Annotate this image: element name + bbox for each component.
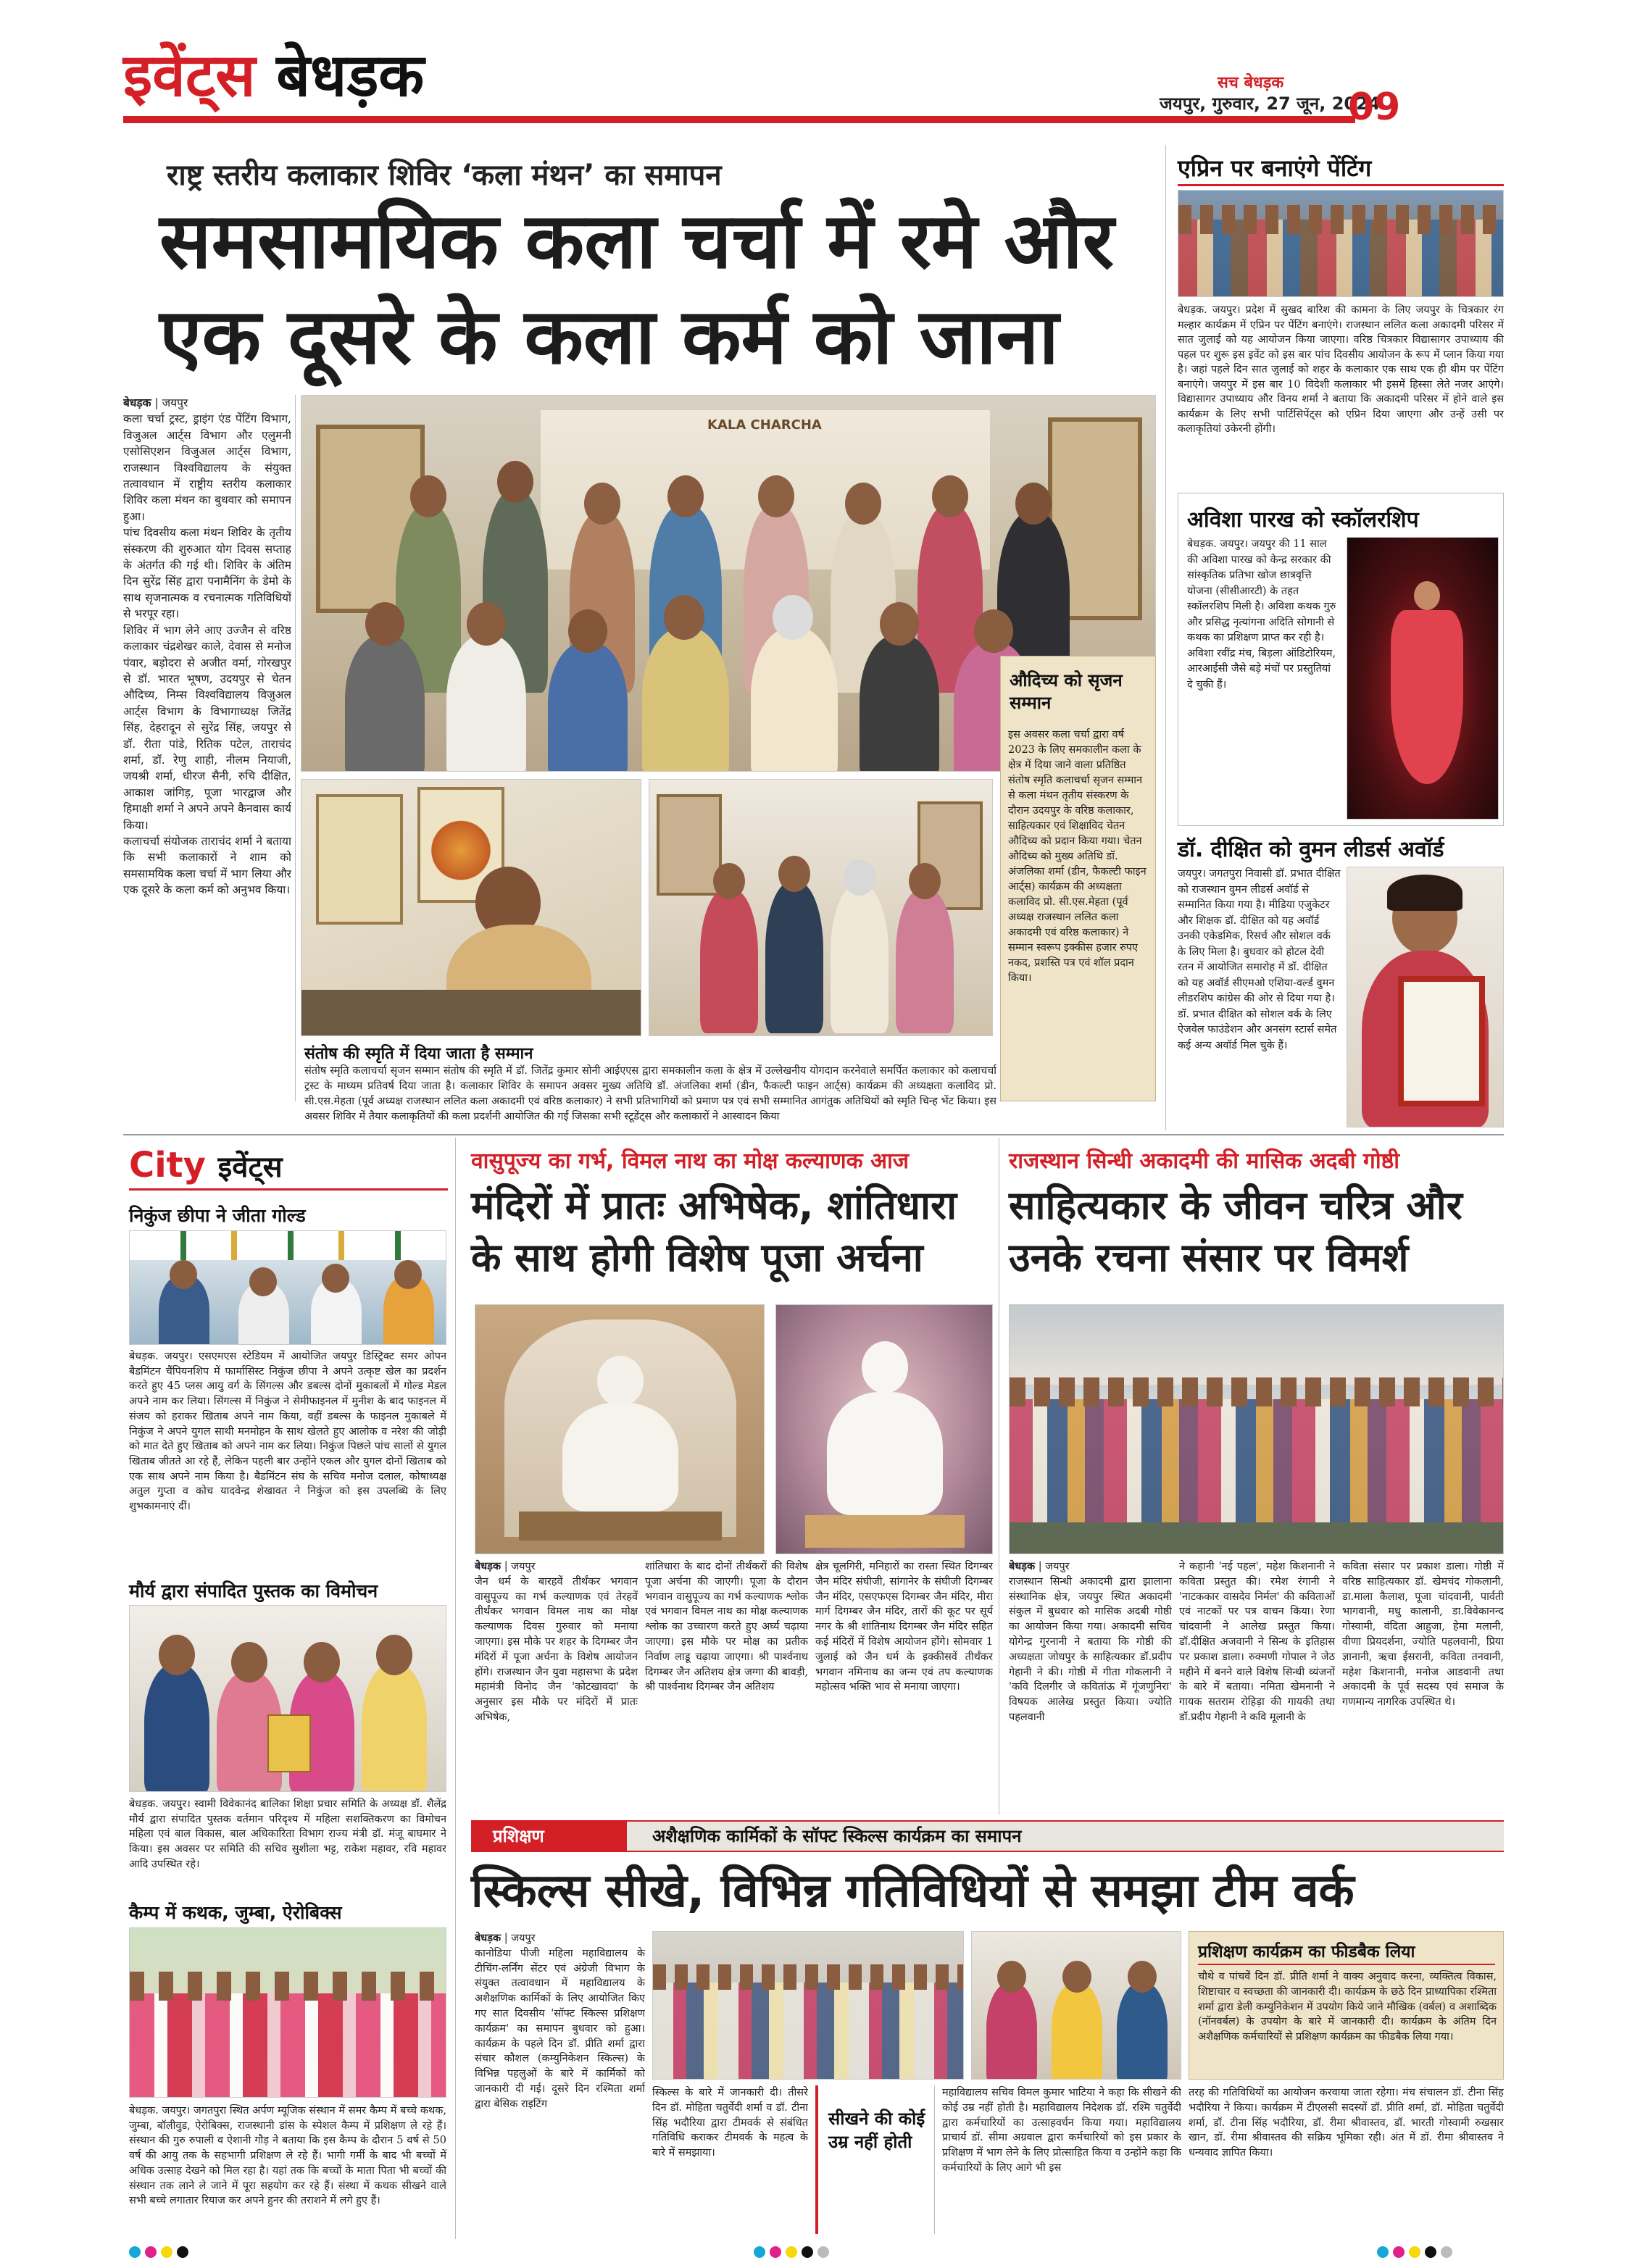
upper-lower-divider xyxy=(123,1134,1504,1135)
masthead-right-small: सच बेधड़क xyxy=(1218,74,1284,92)
lead-col-divider xyxy=(295,395,296,1101)
book-release-photo xyxy=(129,1605,446,1792)
sindhi-col-3: कविता संसार पर प्रकाश डाला। गोष्ठी में वरिष्ठ साहित्यकार डॉ. खेमचंद गोकलानी, डा.माला कैलाश, पूजा चांदवानी, पार्वती भागवानी, मधु कालानी, डा.विवेकानन्द गोस्वामी, वंदिता आहुजा, हेमा मलानी, वीणा प्रियदर्शना, ज्योति पहलवानी, प्रिया ज्ञानानी, ऋचा ईसरानी, कविता तनवानी, महेश किशनानी, मनोज आडवानी तथा अकादमी के पूर्व सदस्य एवं समाज के गणमान्य नागरिक उपस्थित थे। xyxy=(1342,1561,1504,1709)
badminton-photo xyxy=(129,1230,446,1345)
footer-dots-left xyxy=(129,2246,193,2261)
canvas-left xyxy=(316,794,403,925)
feedback-title: प्रशिक्षण कार्यक्रम का फीडबैक लिया xyxy=(1198,1943,1415,1961)
lead-body-4: कलाचर्चा संयोजक ताराचंद शर्मा ने बताया कि सभी कलाकारों ने शाम को समसामयिक कला चर्चा में भाग लिया और एक दूसरे के कला कर्म को अनुभव किया। xyxy=(123,834,291,897)
footer-dots-right xyxy=(1377,2246,1457,2261)
jain-col-1-text: जैन धर्म के बारहवें तीर्थंकर भगवान वासुपूज्य का गर्भ कल्याणक एवं तेरहवें तीर्थंकर भगवान विमल नाथ का मोक्ष कल्याणक दिवस गुरुवार को मनाया जाएगा। इस मौके पर शहर के दिगम्बर जैन मंदिरों में पूजा अर्चना के विशेष आयोजन होंगे। राजस्थान जैन युवा महासभा के प्रदेश महामंत्री विनोद जैन 'कोटखावदा' के अनुसार इस मौके पर मंदिरों में प्रातः अभिषेक, xyxy=(475,1575,638,1723)
sub-caption-body: संतोष स्मृति कलाचर्चा सृजन सम्मान संतोष की स्मृति में डॉ. जितेंद्र कुमार सोनी आईएएस द्वारा समकालीन कला के क्षेत्र में उल्लेखनीय योगदान करनेवाले समर्पित कलाकार को कलाचर्चा ट्रस्ट के माध्यम प्रतिवर्ष दिया जाता है। कलाकार शिविर के समापन अवसर मुख्य अतिथि डॉ. अंजलिका शर्मा (डीन, फैकल्टी फाइन आर्ट्स) कार्यक्रम की अध्यक्षता कलाविद प्रो. सी.एस.मेहता (पूर्व अध्यक्ष राजस्थान ललित कला अकादमी एवं वरिष्ठ कलाकार) ने सभी प्रतिभागियों को प्रमाण पत्र एवं सभी सम्मानित आगंतुक अतिथियों को स्मृति चिन्ह भेंट किया। इस अवसर शिविर में तैयार कलाकृतियों की कला प्रदर्शनी आयोजित की गई जिसका सभी स्टूडेंट्स और कलाकारों ने आस्वादन किया xyxy=(304,1065,996,1122)
table xyxy=(301,990,641,1036)
jain-headline-2: के साथ होगी विशेष पूजा अर्चना xyxy=(471,1235,923,1280)
training-kicker: अशैक्षणिक कार्मिकों के सॉफ्ट स्किल्स कार्यक्रम का समापन xyxy=(652,1826,1022,1846)
sindhi-group-photo xyxy=(1009,1304,1504,1554)
training-col-3: महाविद्यालय सचिव विमल कुमार भाटिया ने कहा कि सीखने की कोई उम्र नहीं होती है। महाविद्यालय निदेशक डॉ. रश्मि चतुर्वेदी द्वारा कर्मचारियों का उत्साहवर्धन किया गया। महाविद्यालय प्राचार्य डॉ. सीमा अग्रवाल द्वारा कर्मचारियों को इस प्रकार के प्रशिक्षण में भाग लेने के लिए प्रोत्साहित किया व उन्होंने कहा कि कर्मचारियों के लिए आगे भी इस xyxy=(942,2087,1181,2174)
avisha-body: बेधड़क. जयपुर। जयपुर की 11 साल की अविशा पारख को केन्द्र सरकार की सांस्कृतिक प्रतिभा खोज छात्रवृत्ति योजना (सीसीआरटी) के तहत स्कॉलरशिप मिली है। अविशा कथक गुरु और प्रसिद्ध नृत्यांगना अदिति सोगानी से कथक का प्रशिक्षण प्राप्त कर रही है। अविशा रवींद्र मंच, बिड़ला ऑडिटोरियम, आरआईसी जैसे बड़े मंचों पर प्रस्तुतियां दे चुकी हैं। xyxy=(1187,538,1336,691)
lead-right-divider xyxy=(1165,145,1166,1130)
sub-caption-title: संतोष की स्मृति में दिया जाता है सम्मान xyxy=(304,1045,533,1063)
avisha-box xyxy=(1178,493,1504,826)
footer-dots-center xyxy=(754,2246,833,2261)
book-cover xyxy=(267,1714,311,1772)
jain-dateline-city: जयपुर xyxy=(511,1561,536,1572)
sindhi-dateline-city: जयपुर xyxy=(1045,1561,1070,1572)
jain-col-3: क्षेत्र चूलगिरी, मनिहारों का रास्ता स्थित दिगम्बर जैन मंदिर संघीजी, सांगानेर के संघीजी दिगम्बर जैन मंदिर, एसएफएस दिगम्बर जैन मंदिर, मीरा मार्ग दिगम्बर जैन मंदिर, तारों की कूट पर सूर्य नगर के श्री शांतिनाथ दिगम्बर जैन मंदिर सहित कई मंदिरों में विशेष आयोजन होंगे। सोमवार 1 जुलाई को जैन धर्म के इक्कीसवें तीर्थंकर भगवान नमिनाथ का जन्म एवं तप कल्याणक महोत्सव भक्ति भाव से मनाया जाएगा। xyxy=(815,1561,993,1693)
lead-body-2: पांच दिवसीय कला मंथन शिविर के तृतीय संस्करण की शुरुआत योग दिवस सप्ताह के अंतर्गत की गई थी। शिविर के अंतिम दिन सुरेंद्र सिंह द्वारा पनामैनिंग के डेमो के साथ सृजनात्मक व रचनात्मक गतिविधियों से भरपूर रहा। xyxy=(123,526,291,621)
jain-dateline: बेधड़क xyxy=(475,1560,502,1572)
dance-camp-photo xyxy=(129,1927,446,2098)
apron-body: बेधड़क. जयपुर। प्रदेश में सुखद बारिश की कामना के लिए जयपुर के चित्रकार रंग मल्हार कार्यक्रम में एप्रिन पर पेंटिंग बनाएंगे। राजस्थान ललित कला अकादमी परिसर में सात जुलाई को यह आयोजन किया जाएगा। वरिष्ठ चित्रकार विद्यासागर उपाध्याय की पहल पर शुरू इस इवेंट को इस बार पांच दिवसीय आयोजन के रूप में प्लान किया गया है। जहां पहले दिन सात जुलाई को शहर के कलाकार एक साथ एक ही थीम पर पेंटिंग बनाएंगे। जयपुर में इस बार 10 विदेशी कलाकार भी इसमें हिस्सा लेते नजर आएंगे। विद्यासागर उपाध्याय और विनय शर्मा ने बताया कि अकादमी परिसर में होने वाले इस कार्यक्रम के लिए सभी पार्टिसिपेंट्स को एप्रिन दिया जाएगा और उन्हें उसी पर कलाकृतियां उकेरनी होंगी। xyxy=(1178,304,1504,435)
book-body: बेधड़क. जयपुर। स्वामी विवेकानंद बालिका शिक्षा प्रचार समिति के अध्यक्ष डॉ. शैलेंद्र मौर्य द्वारा संपादित पुस्तक वर्तमान परिदृश्य में महिला सशक्तिकरण का विमोचन महिला एवं बाल विकास, बाल अधिकारिता विभाग राज्य मंत्री डॉ. मंजू बाघमार ने किया। इस अवसर पर समिति की सचिव सुशीला भट्ट, राकेश महावर, रवि महावर आदि उपस्थित रहे। xyxy=(129,1798,446,1870)
award-ceremony-photo xyxy=(649,779,993,1036)
jain-kicker: वासुपूज्य का गर्भ, विमल नाथ का मोक्ष कल्याणक आज xyxy=(471,1148,909,1174)
dixit-title: डॉ. दीक्षित को वुमन लीडर्स अवॉर्ड xyxy=(1178,837,1444,862)
sindhi-dateline: बेधड़क xyxy=(1009,1560,1036,1572)
sindhi-col-1-text: राजस्थान सिन्धी अकादमी द्वारा झालाना संस्थानिक क्षेत्र, जयपुर स्थित अकादमी संकुल में बुधवार को मासिक अदबी गोष्ठी का आयोजन किया गया। अकादमी सचिव योगेन्द्र गुरनानी ने बताया कि गोष्ठी की अध्यक्षता जोधपुर के साहित्यकार डॉ.प्रदीप गेहानी ने की। गोष्ठी में गीता गोकलानी ने 'कवि दिलगीर जे कवितांऊ में गूंजणुनिरा' विषयक आलेख प्रस्तुत किया। ज्योति पहलवानी xyxy=(1009,1575,1172,1723)
banner-text: KALA CHARCHA xyxy=(707,417,822,433)
brand-black: बेधड़क xyxy=(276,41,425,110)
masthead-red-rule xyxy=(123,116,1355,123)
brand-red: इवेंट्स xyxy=(123,41,256,110)
pull-quote: सीखने की कोई उम्र नहीं होती xyxy=(828,2109,925,2152)
training-dateline-city: जयपुर xyxy=(511,1933,536,1944)
city-word: City xyxy=(129,1145,206,1185)
avisha-title: अविशा पारख को स्कॉलरशिप xyxy=(1187,507,1419,533)
dixit-body: जयपुर। जगतपुरा निवासी डॉ. प्रभात दीक्षित को राजस्थान वुमन लीडर्स अवॉर्ड से सम्मानित किया गया है। मीडिया एजुकेटर और शिक्षक डॉ. दीक्षित को यह अवॉर्ड उनकी एकेडमिक, रिसर्च और सोशल वर्क के लिए मिला है। बुधवार को होटल देवी रतन में आयोजित समारोह में डॉ. दीक्षित को यह अवॉर्ड सीएमओ एशिया-वर्ल्ड वुमन लीडरशिप कांग्रेस की ओर से दिया गया है। डॉ. प्रभात दीक्षित को सोशल वर्क के लिए ऐजवेल फाउंडेशन और अनसंग स्टार्स समेत कई अन्य अवॉर्ड मिल चुके हैं। xyxy=(1178,868,1341,1051)
training-col-2: स्किल्स के बारे में जानकारी दी। तीसरे दिन डॉ. मोहिता चतुर्वेदी शर्मा व डॉ. टीना सिंह भदौरिया द्वारा टीमवर्क से संबंधित गतिविधि कराकर टीमवर्क के महत्व के बारे में समझाया। xyxy=(652,2087,808,2159)
jain-col-2: शांतिधारा के बाद दोनों तीर्थंकरों की विशेष पूजा अर्चना की जाएगी। पूजा के दौरान भगवान वासुपूज्य का गर्भ कल्याणक श्लोक एवं भगवान विमल नाथ का मोक्ष कल्याणक श्लोक का उच्चारण करते हुए अर्घ्य चढ़ाया जाएगा। इस मौके पर मोक्ष का प्रतीक निर्वाण लाडू चढ़ाया जाएगा। श्री पार्श्वनाथ दिगम्बर जैन अतिशय क्षेत्र जग्गा की बावड़ी, श्री पार्श्वनाथ दिगम्बर जैन अतिशय xyxy=(645,1561,808,1693)
sindhi-col-1: बेधड़क | जयपुर राजस्थान सिन्धी अकादमी द्वारा झालाना संस्थानिक क्षेत्र, जयपुर स्थित अकादमी संकुल में बुधवार को मासिक अदबी गोष्ठी का आयोजन किया गया। अकादमी सचिव योगेन्द्र गुरनानी ने बताया कि गोष्ठी की अध्यक्षता जोधपुर के साहित्यकार डॉ.प्रदीप गेहानी ने की। गोष्ठी में गीता गोकलानी ने 'कवि दिलगीर जे कवितांऊ में गूंजणुनिरा' विषयक आलेख प्रस्तुत किया। ज्योति पहलवानी xyxy=(1009,1560,1172,1723)
training-headline: स्किल्स सीखे, विभिन्न गतिविधियों से समझा टीम वर्क xyxy=(471,1864,1355,1918)
book-title: मौर्य द्वारा संपादित पुस्तक का विमोचन xyxy=(129,1580,378,1601)
training-col-1-text: कानोडिया पीजी महिला महाविद्यालय के टीचिंग-लर्निंग सेंटर एवं अंग्रेजी विभाग के संयुक्त तत्वावधान में महाविद्यालय के अशैक्षणिक कार्मिकों के लिए आयोजित किए गए सात दिवसीय 'सॉफ्ट स्किल्स प्रशिक्षण कार्यक्रम' का समापन बुधवार को हुआ। कार्यक्रम के पहले दिन डॉ. प्रीति शर्मा द्वारा संचार कौशल (कम्युनिकेशन स्किल्स) के विभिन्न पहलुओं के बारे में कार्मिकों को जानकारी दी गई। दूसरे दिन रश्मिता शर्मा द्वारा बेसिक राइटिंग xyxy=(475,1947,645,2110)
pull-quote-box xyxy=(815,2085,935,2234)
training-tag-label: प्रशिक्षण xyxy=(493,1826,544,1846)
brand-logo xyxy=(123,43,424,109)
lead-headline-1: समसामयिक कला चर्चा में रमे और xyxy=(159,196,1115,285)
side-award-box xyxy=(1000,656,1156,1101)
training-col-4: तरह की गतिविधियों का आयोजन करवाया जाता रहेगा। मंच संचालन डॉ. टीना सिंह भदौरिया ने किया। कार्यक्रम में टीएलसी सदस्यों डॉ. प्रीति शर्मा, डॉ. मोहिता चतुर्वेदी शर्मा, डॉ. टीना सिंह भदौरिया, डॉ. रीमा श्रीवास्तव, डॉ. भारती गोस्वामी रुखसार खान, डॉ. रीमा श्रीवास्तव की सक्रिय भूमिका रही। अंत में डॉ. रीमा श्रीवास्तव ने धन्यवाद ज्ञापित किया। xyxy=(1189,2087,1504,2159)
apron-title: एप्रिन पर बनाएंगे पेंटिंग xyxy=(1178,154,1372,182)
masthead-date: जयपुर, गुरुवार, 27 जून, 2024 xyxy=(1160,93,1381,114)
jain-idol-photo-right xyxy=(775,1304,993,1554)
sindhi-headline-2: उनके रचना संसार पर विमर्श xyxy=(1009,1235,1409,1280)
lead-dateline-city: जयपुर xyxy=(162,396,188,409)
artist-painting-photo xyxy=(301,779,641,1036)
jain-col-1: बेधड़क | जयपुर जैन धर्म के बारहवें तीर्थंकर भगवान वासुपूज्य का गर्भ कल्याणक एवं तेरहवें तीर्थंकर भगवान विमल नाथ का मोक्ष कल्याणक दिवस गुरुवार को मनाया जाएगा। इस मौके पर शहर के दिगम्बर जैन मंदिरों में पूजा अर्चना के विशेष आयोजन होंगे। राजस्थान जैन युवा महासभा के प्रदेश महामंत्री विनोद जैन 'कोटखावदा' के अनुसार इस मौके पर मंदिरों में प्रातः अभिषेक, xyxy=(475,1560,638,1723)
lead-headline-2: एक दूसरे के कला कर्म को जाना xyxy=(159,292,1059,381)
training-col-1: बेधड़क | जयपुर कानोडिया पीजी महिला महाविद्यालय के टीचिंग-लर्निंग सेंटर एवं अंग्रेजी विभाग के संयुक्त तत्वावधान में महाविद्यालय के अशैक्षणिक कार्मिकों के लिए आयोजित किए गए सात दिवसीय 'सॉफ्ट स्किल्स प्रशिक्षण कार्यक्रम' का समापन बुधवार को हुआ। कार्यक्रम के पहले दिन डॉ. प्रीति शर्मा द्वारा संचार कौशल (कम्युनिकेशन स्किल्स) के विभिन्न पहलुओं के बारे में कार्मिकों को जानकारी दी गई। दूसरे दिन रश्मिता शर्मा द्वारा बेसिक राइटिंग xyxy=(475,1932,645,2110)
city-col-divider xyxy=(455,1138,456,2239)
gold-body: बेधड़क. जयपुर। एसएमएस स्टेडियम में आयोजित जयपुर डिस्ट्रिक्ट समर ओपन बैडमिंटन चैंपियनशिप में फार्मासिस्ट निकुंज छीपा ने अपने उत्कृष्ट खेल का प्रदर्शन करते हुए 45 प्लस आयु वर्ग के सिंगल्स और डबल्स दोनों मुकाबलों में गोल्ड मेडल अपने नाम कर लिया। सिंगल्स में निकुंज ने सेमीफाइनल में मुनीश के बाद फाइनल में संजय को हराकर खिताब अपने नाम किया, वहीं डबल्स के फाइनल मुकाबले में निकुंज ने अपने युगल साथी मनमोहन के साथ खेलते हुए आलोक व नरेश की जोड़ी को मात देते हुए खिताब को अपने नाम कर लिया। निकुंज पिछले पांच सालों से युगल खिताब जीतते आ रहे हैं, लेकिन पहली बार उन्होंने एकल और युगल दोनों खिताब को एक साथ अपने नाम किया है। बैडमिंटन संघ के सचिव मनोज दलाल, कोषाध्यक्ष अतुल गुप्ता व कोच यादवेन्द्र शेखावत ने निकुंज को इस उपलब्धि के लिए शुभकामनाएं दीं। xyxy=(129,1351,446,1513)
award-certificate xyxy=(1398,976,1485,1106)
lead-kicker: राष्ट्र स्तरीय कलाकार शिविर ‘कला मंथन’ का समापन xyxy=(167,159,722,192)
lead-body-column: बेधड़क | जयपुर कला चर्चा ट्रस्ट, ड्राइंग एंड पेंटिंग विभाग, विजुअल आर्ट्स विभाग और एलुमनी एसोसिएशन विजुअल आर्ट्स विभाग, राजस्थान विश्वविद्यालय के संयुक्त तत्वावधान में राष्ट्रीय स्तरीय कलाकार शिविर कला मंथन का बुधवार को समापन हुआ। पांच दिवसीय कला मंथन शिविर के तृतीय संस्करण की शुरुआत योग दिवस सप्ताह के अंतर्गत की गई थी। शिविर के अंतिम दिन सुरेंद्र सिंह द्वारा पनामैनिंग के डेमो के साथ सृजनात्मक व रचनात्मक गतिविधियों से भरपूर रहा। शिविर में भाग लेने आए उज्जैन से वरिष्ठ कलाकार चंद्रशेखर काले, देवास से मनोज पंवार, बड़ोदरा से अजीत वर्मा, गोरखपुर से डॉ. भारत भूषण, उदयपुर से चेतन औदिच्य, निम्स विश्वविद्यालय विजुअल आर्ट्स विभाग के विभागाध्यक्ष जितेंद्र सिंह, देहरादून से सुरेंद्र सिंह, जयपुर से डॉ. रीता पांडे, रितिक पटेल, ताराचंद शर्मा, डॉ. रेणु शाही, नीलम नियाजी, जयश्री शर्मा, धीरज सैनी, रुचि दीक्षित, आकाश जांगिड़, पूजा भारद्वाज और हिमाक्षी शर्मा ने अपने अपने कैनवास कार्य किया। कलाचर्चा संयोजक ताराचंद शर्मा ने बताया कि सभी कलाकारों ने शाम को समसामयिक कला चर्चा में भाग लिया और एक दूसरे के कला कर्म को अनुभव किया। xyxy=(123,396,291,897)
feedback-body: चौथे व पांचवें दिन डॉ. प्रीति शर्मा ने वाक्य अनुवाद करना, व्यक्तित्व विकास, शिष्टाचार व स्वच्छता की जानकारी दी। कार्यक्रम के छठे दिन प्राध्यापिका रश्मिता शर्मा द्वारा डेली कम्युनिकेशन में उपयोग किये जाने मौखिक (वर्बल) व अशाब्दिक (नॉनवर्बल) के उपयोग के बारे में जानकारी दी। कार्यक्रम के अंतिम दिन अशैक्षणिक कर्मचारियों से प्रशिक्षण कार्यक्रम का फीडबैक लिया गया। xyxy=(1198,1971,1497,2043)
lead-body-1: कला चर्चा ट्रस्ट, ड्राइंग एंड पेंटिंग विभाग, विजुअल आर्ट्स विभाग और एलुमनी एसोसिएशन विजुअल आर्ट्स विभाग, राजस्थान विश्वविद्यालय के संयुक्त तत्वावधान में राष्ट्रीय स्तरीय कलाकार शिविर कला मंथन का बुधवार को समापन हुआ। xyxy=(123,412,291,523)
apron-title-rule xyxy=(1178,184,1504,186)
apron-group-photo xyxy=(1178,190,1504,297)
camp-title: कैम्प में कथक, जुम्बा, ऐरोबिक्स xyxy=(129,1902,342,1923)
events-word: इवेंट्स xyxy=(217,1151,283,1184)
side-box-body: इस अवसर कला चर्चा द्वारा वर्ष 2023 के लिए समकालीन कला के क्षेत्र में दिया जाने वाला प्रतिष्ठित संतोष स्मृति कलाचर्चा सृजन सम्मान से कला मंथन तृतीय संस्करण के दौरान उदयपुर के वरिष्ठ कलाकार, साहित्यकार एवं शिक्षाविद चेतन औदिच्य को प्रदान किया गया। चेतन औदिच्य को मुख्य अतिथि डॉ. अंजलिका शर्मा (डीन, फैकल्टी फाइन आर्ट्स) कार्यक्रम की अध्यक्षता कलाविद प्रो. सी.एस.मेहता (पूर्व अध्यक्ष राजस्थान ललित कला अकादमी एवं वरिष्ठ कलाकार) ने सम्मान स्वरूप इक्कीस हजार रुपए नकद, प्रशस्ति पत्र एवं शॉल प्रदान किया। xyxy=(1008,729,1147,984)
side-box-title: औदिच्य को सृजन सम्मान xyxy=(1010,670,1123,713)
training-dateline: बेधड़क xyxy=(475,1932,502,1944)
jain-headline-1: मंदिरों में प्रातः अभिषेक, शांतिधारा xyxy=(471,1183,957,1228)
feedback-box xyxy=(1189,1931,1504,2080)
feedback-title-rule xyxy=(1198,1964,1495,1965)
dixit-award-photo xyxy=(1347,867,1504,1127)
lead-dateline: बेधड़क xyxy=(123,396,151,409)
lead-body-3: शिविर में भाग लेने आए उज्जैन से वरिष्ठ कलाकार चंद्रशेखर काले, देवास से मनोज पंवार, बड़ोदरा से अजीत वर्मा, गोरखपुर से डॉ. भारत भूषण, उदयपुर से चेतन औदिच्य, निम्स विश्वविद्यालय विजुअल आर्ट्स विभाग के विभागाध्यक्ष जितेंद्र सिंह, देहरादून से सुरेंद्र सिंह, जयपुर से डॉ. रीता पांडे, रितिक पटेल, ताराचंद शर्मा, डॉ. रेणु शाही, नीलम नियाजी, जयश्री शर्मा, धीरज सैनी, रुचि दीक्षित, आकाश जांगिड़, पूजा भारद्वाज और हिमाक्षी शर्मा ने अपने अपने कैनवास कार्य किया। xyxy=(123,623,291,832)
sindhi-kicker: राजस्थान सिन्धी अकादमी की मासिक अदबी गोष्ठी xyxy=(1009,1148,1400,1174)
jain-idol-photo-left xyxy=(475,1304,765,1554)
camp-body: बेधड़क. जयपुर। जगतपुरा स्थित अर्पण म्यूजिक संस्थान में समर कैम्प में बच्चे कथक, जुम्बा, बॉलीवुड, ऐरोबिक्स, राजस्थानी डांस के स्पेशल कैम्प में प्रशिक्षण ले रहे हैं। संस्थान की गुरु रुपाली व ऐशानी गौड़ ने बताया कि इस कैम्प के दौरान 5 वर्ष से 50 वर्ष की आयु तक के सहभागी प्रशिक्षण ले रहे हैं। भागी गर्मी के बाद भी बच्चों में अधिक उत्साह देखने को मिल रहा है। यहां तक कि बच्चों के माता पिता भी बच्चों की संस्थान तक लाने ले जाने में पूरा सहयोग कर रहे हैं। संस्था में कथक सीखने वाले सभी बच्चे लगातार रियाज कर अपने हुनर की तराशने में लगे हुए हैं। xyxy=(129,2105,446,2207)
city-events-logo xyxy=(129,1145,283,1188)
training-photo-right xyxy=(971,1931,1181,2080)
training-photo-left xyxy=(652,1931,964,2080)
avisha-dance-photo xyxy=(1347,537,1499,820)
sindhi-col-2: ने कहानी 'नई पहल', महेश किशनानी ने कविता प्रस्तुत की। रमेश रंगानी ने 'नाटककार वासदेव निर्मल' की कविताओं एवं नाटकों पर पत्र वाचन किया। रेणा चांदवानी ने आलेख प्रस्तुत किया। डॉ.दीक्षित अजवानी ने सिन्ध के इतिहास पर प्रकाश डाला। रुक्मणी गोपाल ने जेठ महीने में बनने वाले विशेष सिन्धी व्यंजनों के बारे में बताया। नमिता खेमनानी ने गायक सतराम रोहिड़ा की गायकी तथा डॉ.प्रदीप गेहानी ने कवि मूलानी के xyxy=(1179,1561,1335,1723)
gold-title: निकुंज छीपा ने जीता गोल्ड xyxy=(129,1205,306,1226)
page-number: 09 xyxy=(1348,86,1401,129)
masthead xyxy=(0,0,1627,145)
sindhi-headline-1: साहित्यकार के जीवन चरित्र और xyxy=(1009,1183,1462,1228)
city-logo-rule xyxy=(129,1188,448,1191)
